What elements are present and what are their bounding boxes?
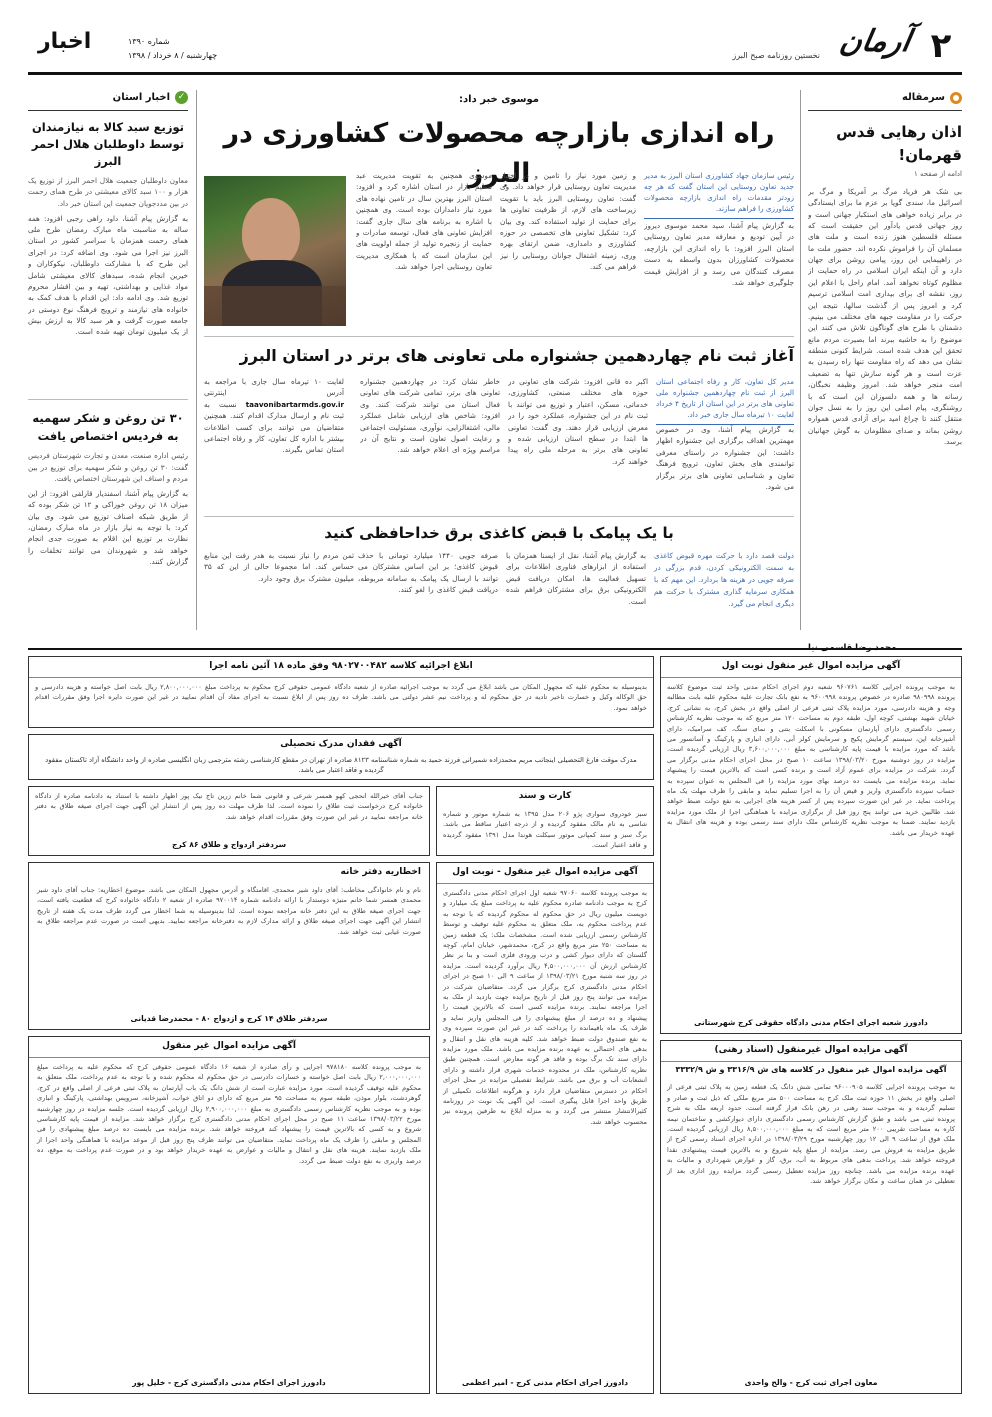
- ad-lost-certificate: [28, 734, 654, 780]
- ad-registry-warning-title: اخطاریه دفتر خانه: [340, 867, 421, 877]
- ad-auction-2-title: آگهی مزایده اموال غیر منقول - نوبت اول: [437, 863, 653, 884]
- main-story: موسوی خبر داد: راه اندازی بازارچه محصولات کشاورزی در البرز رئیس سازمان جهاد کشاورزی استان البرز به مدیر جدید تعاون روستایی این استان گفت که هر چه زودتر مقدمات راه اندازی بازارچه محصولات کشاورزی را فراهم سازند. به گزارش پیام آشنا، سید محمد موسوی دیروز در آیین تودیع و معارفه مدیر تعاون روستایی استان البرز افزود: با راه اندازی این بازارچه، محصولات کشاورزان بدون واسطه به دست مصرف کنندگان می رسد و از افزایش قیمت جلوگیری خواهد شد. و زمین مورد نیاز را تامین و در اختیار مدیریت تعاون روستایی قرار خواهد داد. وی گفت: تعاون روستایی البرز باید با تقویت زیرساخت های لازم، از ظرفیت تعاونی ها برای حمایت از تولید استفاده کند. وی بیان کرد: تشکیل تعاونی های تخصصی در حوزه کشاورزی و دامداری، ضمن ارتقای بهره وری، زمینه اشتغال جوانان روستایی را نیز فراهم می کند. موسوی همچنین به تقویت مدیریت عبد تنظیم بازار در استان اشاره کرد و افزود: استان البرز بهترین سال در تامین نهاده های مورد نیاز دامداران بوده است. وی همچنین با اشاره به برنامه های سال جاری گفت: افزایش تعاونی های فعال، توسعه صادرات و حمایت از زنجیره تولید از جمله اولویت های این سازمان است که با همکاری مدیریت تعاون روستایی اجرا خواهد شد.: [204, 92, 794, 332]
- ad-auction-2-sign: دادورز اجرای احکام مدنی کرج - امیر اعظمی: [461, 1378, 629, 1388]
- issue-date: چهارشنبه / ۸ خرداد / ۱۳۹۸: [128, 51, 218, 60]
- festival-story-lead: مدیر کل تعاون، کار و رفاه اجتماعی استان البرز از ثبت نام چهاردهمین جشنواره ملی تعاونی های برتر در این استان از تاریخ ۴ خرداد لغایت ۱۰ تیرماه سال جاری خبر داد.: [656, 376, 794, 425]
- province-story2-title: ۳۰ تن روغن و شکر سهمیه به فردیس اختصاص یافت: [32, 410, 184, 443]
- column-divider-left: [196, 90, 197, 630]
- page-number: ۲: [930, 26, 952, 66]
- ad-notice: ابلاغ اجرائیه کلاسه ۹۸۰۲۷۰۰۴۸۲ وفق ماده ۱۸ آئین نامه اجرا بدینوسیله به محکوم علیه که مجهول المکان می باشد ابلاغ می گردد به موجب اجرائیه صادره از شعبه دادگاه عمومی حقوقی کرج محکوم به پرداخت مبلغ ۲,۸۰۰,۰۰۰,۰۰۰ ریال بابت اصل خواسته و هزینه دادرسی و حق الوکاله وکیل و خسارت تاخیر تادیه در حق محکوم له و پرداخت نیم عشر دولتی می باشد. ظرف ده روز پس از ابلاغ نسبت به اجرای مفاد آن اقدام نمایید در غیر این صورت دایره اجرا وفق مقررات اقدام خواهد نمود.: [28, 656, 654, 728]
- check-icon: ✓: [175, 91, 188, 104]
- festival-website[interactable]: taavonibartarmds.gov.ir: [245, 399, 344, 409]
- sms-story-title: با یک پیامک با قبض کاغذی برق خداحافظی کنید: [324, 524, 674, 542]
- logo: آرمان: [836, 24, 914, 59]
- ad-cards-docs-title: کارت و سند: [518, 791, 572, 801]
- ad-auction-3-sign: معاون اجرای ثبت کرج - والح واحدی: [744, 1378, 878, 1388]
- ad-cards-docs: کارت و سند سبز خودروی سواری پژو ۲۰۶ مدل ۱۳۹۵ به شماره موتور و شماره شاسی به نام مالک مفقود گردیده و از درجه اعتبار ساقط می باشد. برگ سبز و سند کمپانی موتور سیکلت هوندا مدل ۱۳۹۱ مفقود گردیده و فاقد اعتبار است.: [436, 786, 654, 856]
- ad-auction-4-sign: دادورز اجرای احکام مدنی دادگستری کرج - خلیل پور: [132, 1378, 326, 1388]
- ad-auction-3-subtitle: آگهی مزایده اموال غیر منقول در کلاسه های ش ۳۳۱۶/۹ و ش ۳۳۳۲/۹: [675, 1064, 947, 1074]
- ad-auction-2: آگهی مزایده اموال غیر منقول - نوبت اول به موجب پرونده کلاسه ۹۷۰۶۰ شعبه اول اجرای احکام مدنی دادگستری کرج به موجب دادنامه صادره محکوم علیه به پرداخت مبلغ یک میلیارد و دویست میلیون ریال در حق محکوم له محکوم گردیده که با توجه به عدم پرداخت محکوم به، ملک متعلق به محکوم علیه توقیف و توسط کارشناس رسمی ارزیابی شده است. مشخصات ملک: یک قطعه زمین به مساحت ۲۵۰ متر مربع واقع در کرج، محمدشهر، خیابان امام، کوچه گلستان که دارای دیوار کشی و درب ورودی فلزی است و بنا بر نظر کارشناس ارزش آن ۴,۵۰۰,۰۰۰,۰۰۰ ریال برآورد گردیده است. مزایده در روز سه شنبه مورخ ۱۳۹۸/۰۳/۲۱ از ساعت ۹ الی ۱۰ صبح در اجرای احکام مدنی دادگستری کرج برگزار می گردد. متقاضیان شرکت در مزایده می توانند پنج روز قبل از تاریخ مزایده جهت بازدید از ملک به اجرا مراجعه نمایند. برنده مزایده کسی است که بالاترین قیمت را پیشنهاد و ده درصد از مبلغ پیشنهادی را فی المجلس واریز نماید و ظرف یک ماه باقیمانده را پرداخت کند در غیر این صورت سپرده وی به نفع صندوق دولت ضبط خواهد شد. کلیه هزینه های نقل و انتقال و بدهی های احتمالی به عهده برنده مزایده می باشد. ملک مورد مزایده دارای سند تک برگ بوده و فاقد هر گونه معارض است. همچنین طبق نظریه کارشناس، ملک در محدوده خدمات شهری قرار داشته و دارای انشعابات آب و برق می باشد. شرایط تفصیلی مزایده در محل اجرای احکام در دسترس متقاضیان قرار دارد و هرگونه اطلاعات تکمیلی از طریق واحد اجرا قابل پیگیری است. این آگهی یک نوبت در روزنامه کثیرالانتشار منتشر می گردد و به منزله ابلاغ به طرفین پرونده نیز محسوب خواهد شد. دادورز اجرای احکام مدنی کرج - امیر اعظمی: [436, 862, 654, 1394]
- festival-story-title: آغاز ثبت نام چهاردهمین جشنواره ملی تعاونی های برتر در استان البرز: [239, 346, 794, 365]
- ad-registry-warning: اخطاریه دفتر خانه نام و نام خانوادگی مخاطب: آقای داود شیر محمدی. اقامتگاه و آدرس مجهول المکان می باشد. موضوع اخطاریه: جناب آقای داود شیر محمدی همسر شما خانم منیژه دوستدار با ارائه دادنامه شماره ۹۷۰۰۱۴ صادره از شعبه ۲ دادگاه خانواده کرج که قطعیت یافته است، جهت اجرای صیغه طلاق به این دفتر خانه مراجعه نموده است. لذا بدینوسیله به شما اخطار می گردد ظرف مدت یک هفته از تاریخ انتشار این آگهی جهت اجرای صیغه طلاق و ارائه مدارک لازم به دفترخانه مراجعه نمایید. بدیهی است در صورت عدم مراجعه طلاق به صورت غیابی ثبت خواهد شد. سردفتر طلاق ۱۴ کرج و ازدواج ۸۰ - محمدرضا قدیانی: [28, 862, 430, 1030]
- ad-lost-certificate-body: مدرک موقت فارغ التحصیلی اینجانب مریم محمدزاده شمیرانی فرزند حمید به شماره شناسنامه ۸۱۲۳ صادره از تهران در مقطع کارشناسی رشته مترجمی زبان انگلیسی صادره از واحد دانشگاه آزاد تاکستان مفقود گردیده و فاقد اعتبار می باشد.: [45, 755, 637, 775]
- ad-lost-certificate-title: آگهی فقدان مدرک تحصیلی: [280, 739, 402, 749]
- province-label: اخبار استان: [112, 92, 170, 103]
- ad-marriage-registry-sign: سردفتر ازدواج و طلاق ۸۶ کرج: [171, 840, 287, 850]
- province-story1-lead: معاون داوطلبان جمعیت هلال احمر البرز از توزیع یک هزار و ۱۰۰ سبد کالای معیشتی در طرح همای رحمت در بین مددجویان جمعیت این استان خبر داد.: [28, 176, 188, 208]
- ad-auction-1-title: آگهی مزایده اموال غیر منقول نوبت اول: [661, 657, 961, 678]
- ad-auction-3-title: آگهی مزایده اموال غیرمنقول (اسناد رهنی): [661, 1041, 961, 1062]
- issue-number: شماره ۱۳۹۰: [128, 37, 170, 46]
- editorial-body: بی شک هر فریاد مرگ بر آمریکا و مرگ بر اسرائیل ما، سندی گویا بر عزم ما برای ایستادگی در برابر زیاده خواهی های استکبار جهانی است و روز جهانی قدس یادآور این حقیقت است که مسئله فلسطین هنوز زنده است و ملت های مسلمان آن را فراموش نکرده اند. حضور ملت ما در راهپیمایی این روز، پیامی روشن برای جهان دارد و آن اینکه ایران اسلامی در راه حمایت از مظلوم کوتاه نخواهد آمد. امام راحل با اعلام این روز، نقشه ای برای بیداری امت اسلامی ترسیم کرد و امروز پس از گذشت سالها، نتیجه این حرکت را در مقاومت جبهه های مختلف می بینیم. دشمنان با طرح های گوناگون تلاش می کنند این موضوع را به حاشیه ببرند اما بصیرت مردم مانع تحقق این هدف شده است. شرایط کنونی منطقه نشان می دهد که راه مقاومت تنها راه رسیدن به عزت است و هر گونه سازش تنها به تضعیف امت منجر خواهد شد. امروز وظیفه نخبگان، رسانه ها و همه دلسوزان این است که با روشنگری، پیام اصلی این روز را به نسل جوان منتقل کنند تا چراغ امید برای آزادی قدس همواره روشن بماند و صدای مظلومان به گوش جهانیان برسد.: [808, 186, 962, 447]
- ad-auction-3: آگهی مزایده اموال غیرمنقول (اسناد رهنی) آگهی مزایده اموال غیر منقول در کلاسه های ش ۳۳۱۶/۹ و ش ۳۳۳۲/۹ به موجب پرونده اجرایی کلاسه ۹۶۰۰۰۹۰۵ تمامی شش دانگ یک قطعه زمین به پلاک ثبتی فرعی از اصلی واقع در بخش ۱۱ حوزه ثبت ملک کرج به مساحت ۵۰۰ متر مربع ملکی که ذیل ثبت و صادر و تسلیم گردیده و به موجب سند رهنی در رهن بانک قرار گرفته است. حدود اربعه ملک به شرح پرونده ثبتی می باشد و طبق گزارش کارشناس رسمی دادگستری دارای دیوارکشی و ساختمان نیمه کاره به مساحت تقریبی ۲۰۰ متر مربع است که به مبلغ ۸,۵۰۰,۰۰۰,۰۰۰ ریال ارزیابی گردیده است. ملک فوق از ساعت ۹ الی ۱۲ روز چهارشنبه مورخ ۱۳۹۸/۰۳/۲۹ در اداره اجرای اسناد رسمی کرج از طریق مزایده به فروش می رسد. مزایده از مبلغ پایه شروع و به بالاترین قیمت پیشنهادی نقدا فروخته خواهد شد. پرداخت بدهی های مربوط به آب، برق، گاز و عوارض شهرداری و مالیات به عهده برنده مزایده می باشد. چنانچه روز مزایده تعطیل رسمی گردد مزایده روز اداری بعد از تعطیلی در همان ساعت و مکان برگزار خواهد شد. معاون اجرای ثبت کرج - والح واحدی: [660, 1040, 962, 1394]
- ads-separator: [28, 648, 962, 650]
- main-story-title: راه اندازی بازارچه محصولات کشاورزی در البرز: [223, 117, 775, 189]
- editorial-label: سرمقاله: [901, 92, 945, 103]
- editorial-icon: [950, 92, 962, 104]
- ad-registry-warning-sign: سردفتر طلاق ۱۴ کرج و ازدواج ۸۰ - محمدرضا قدیانی: [130, 1014, 328, 1024]
- masthead-rule: [28, 72, 962, 75]
- province-column: ✓ اخبار استان توزیع سبد کالا به نیازمندان توسط داوطلبان هلال احمر البرز معاون داوطلبان جمعیت هلال احمر البرز از توزیع یک هزار و ۱۰۰ سبد کالای معیشتی در طرح همای رحمت در بین مددجویان جمعیت این استان خبر داد. به گزارش پیام آشنا، داود راهی رجبی افزود: همه ساله به مناسبت ماه مبارک رمضان طرح ملی همای رحمت همزمان با سراسر کشور در استان البرز نیز اجرا می شود. وی اضافه کرد: در اجرای این طرح که با مشارکت داوطلبان، نیکوکاران و خیرین انجام شده، سبدهای کالای معیشتی شامل مواد غذایی و بهداشتی، تهیه و بین اقشار محروم توزیع شد. وی ادامه داد: این اقدام با هدف کمک به خانواده های نیازمند و ترویج فرهنگ نوع دوستی در جامعه صورت گرفت و هر سبد کالا به ارزش بیش از یک میلیون تومان تهیه شده است. ۳۰ تن روغن و شکر سهمیه به فردیس اختصاص یافت رئیس اداره صنعت، معدن و تجارت شهرستان فردیس گفت: ۳۰ تن روغن و شکر سهمیه برای توزیع در بین مردم و اصناف این شهرستان اختصاص یافت. به گزارش پیام آشنا، اسفندیار قارلقی افزود: از این میزان ۱۸ تن روغن خوراکی و ۱۲ تن شکر بوده که از طریق شبکه اصناف توزیع می شود. وی بیان کرد: با توجه به نیاز بازار در ماه مبارک رمضان، نظارت بر توزیع این اقلام به صورت جدی انجام خواهد شد و شهروندان می توانند تخلفات را گزارش کنند.: [28, 92, 188, 567]
- editorial-column: [808, 90, 962, 630]
- column-divider-right: [800, 90, 801, 630]
- ad-marriage-registry: جناب آقای خیرالله انحجی کهو همسر شرعی و قانونی شما خانم زرین تاج نیک پور اظهار داشته با استناد به دادنامه صادره از دادگاه خانواده کرج درخواست ثبت طلاق را نموده است. لذا ظرف مهلت ده روز پس از انتشار این آگهی جهت اجرای صیغه طلاق به دفتر خانه مراجعه نمایید در غیر این صورت وفق مقررات اقدام خواهد شد. سردفتر ازدواج و طلاق ۸۶ کرج: [28, 786, 430, 856]
- ad-auction-1: آگهی مزایده اموال غیر منقول نوبت اول به موجب پرونده اجرایی کلاسه ۹۶۰۷۶۱ شعبه دوم اجرای احکام مدنی واحد ثبت موضوع کلاسه پرونده ۹۸۰۹۹۸ صادره در خصوص پرونده ۹۶۰۰۹۹۸ به نفع بانک تجارت علیه محکوم علیه بابت مطالبه وجه و هزینه دادرسی، مورد مزایده پلاک ثبتی فرعی از اصلی واقع در بخش کرج، به نشانی کرج، خیابان شهید بهشتی، کوچه اول، طبقه دوم به مساحت ۱۲۰ متر مربع که به موجب نظریه کارشناس رسمی دادگستری دارای آپارتمان مسکونی با اسکلت بتنی و نمای سنگ، کف سرامیک، دارای آشپزخانه اپن، سیستم گرمایش پکیج و سرمایش کولر آبی، دارای انباری و پارکینگ و آسانسور می باشد که مورد مزایده با قیمت پایه کارشناسی به مبلغ ۳,۶۰۰,۰۰۰,۰۰۰ ریال ارزیابی گردیده است. مزایده در روز دوشنبه مورخ ۱۳۹۸/۰۳/۲۰ ساعت ۱۰ صبح در محل اجرای احکام مدنی برگزار می گردد. شرکت در مزایده برای عموم آزاد است و برنده کسی است که بالاترین قیمت را پیشنهاد نماید. برنده مزایده می بایست ده درصد بهای مورد مزایده را فی المجلس به عنوان سپرده به حساب سپرده دادگستری واریز و قیض آن را به اجرا تسلیم نماید و مابقی را ظرف مهلت یک ماه پرداخت نماید. در غیر این صورت سپرده پس از کسر هزینه های اجرایی به نفع دولت ضبط خواهد شد. طالبین خرید می توانند پنج روز قبل از برگزاری مزایده با هماهنگی اجرا از ملک مورد مزایده بازدید نمایند. ضمنا به موجب نظریه کارشناس ملک دارای سند رسمی بوده و هزینه های انتقال به عهده خریدار می باشد. دادورز شعبه اجرای احکام مدنی دادگاه حقوقی کرج شهرستانی: [660, 656, 962, 1034]
- main-story-kicker: موسوی خبر داد:: [459, 94, 539, 105]
- editorial-continuation: ادامه از صفحه ۱: [913, 170, 962, 178]
- ad-auction-4: آگهی مزایده اموال غیر منقول به موجب پرونده کلاسه ۹۷۸۱۸۰ اجرایی و رأی صادره از شعبه ۱۶ دادگاه عمومی حقوقی کرج که محکوم علیه به پرداخت مبلغ ۲,۰۰۰,۰۰۰,۰۰۰ ریال بابت اصل خواسته و خسارات دادرسی در حق محکوم له محکوم شده و با توجه به عدم پرداخت، ملک متعلق به محکوم علیه توقیف گردیده است. مورد مزایده عبارت است از شش دانگ یک باب آپارتمان به پلاک ثبتی فرعی از اصلی واقع در کرج، گوهردشت، بلوار موذن، طبقه سوم به مساحت ۹۵ متر مربع که دارای دو اتاق خواب، آشپزخانه، سرویس بهداشتی، پارکینگ و انباری بوده و به موجب نظریه کارشناس رسمی دادگستری به مبلغ ۲,۹۰۰,۰۰۰,۰۰۰ ریال ارزیابی گردیده است. جلسه مزایده در روز چهارشنبه مورخ ۱۳۹۸/۰۳/۲۲ ساعت ۱۱ صبح در محل اجرای احکام مدنی دادگستری کرج برگزار خواهد شد. مزایده از قیمت پایه کارشناسی شروع و به کسی که بالاترین قیمت را پیشنهاد کند فروخته خواهد شد. برنده مزایده می بایست ده درصد مبلغ پیشنهادی را فی المجلس و مابقی را ظرف یک ماه پرداخت نماید. متقاضیان می توانند ظرف پنج روز قبل از موعد مزایده با هماهنگی واحد اجرا از ملک بازدید نمایند. هزینه های نقل و انتقال و مالیات و عوارض به عهده خریدار خواهد بود و در صورت عدم پرداخت به موقع، ده درصد واریزی به نفع دولت ضبط می گردد. دادورز اجرای احکام مدنی دادگستری کرج - خلیل پور: [28, 1036, 430, 1394]
- province-story1-title: توزیع سبد کالا به نیازمندان توسط داوطلبان هلال احمر البرز: [31, 119, 185, 168]
- tagline: نخستین روزنامه صبح البرز: [732, 51, 820, 60]
- festival-story: آغاز ثبت نام چهاردهمین جشنواره ملی تعاونی های برتر در استان البرز مدیر کل تعاون، کار و رفاه اجتماعی استان البرز از ثبت نام چهاردهمین جشنواره ملی تعاونی های برتر در این استان از تاریخ ۴ خرداد لغایت ۱۰ تیرماه سال جاری خبر داد. به گزارش پیام آشنا، وی در خصوص مهمترین اهداف برگزاری این جشنواره اظهار داشت: این جشنواره در راستای معرفی توانمندی های بخش تعاون، ترویج فرهنگ تعاون و شناسایی تعاونی های برتر برگزار می شود. اکبر ده قانی افزود: شرکت های تعاونی در حوزه های مختلف صنعتی، کشاورزی، خدماتی، مسکن، اعتبار و توزیع می توانند با ثبت نام در این جشنواره، عملکرد خود را در معرض ارزیابی قرار دهند. وی گفت: تعاونی ها ابتدا در سطح استان ارزیابی شده و تعاونی های برتر به مرحله ملی راه پیدا خواهند کرد. خاطر نشان کرد: در چهاردهمین جشنواره تعاونی های برتر، تمامی شرکت های تعاونی فعال استان می توانند شرکت کنند. وی افزود: شاخص های ارزیابی شامل عملکرد مالی، اشتغالزایی، نوآوری، مسئولیت اجتماعی و رعایت اصول تعاون است و نتایج آن در مراسم ویژه ای اعلام خواهد شد. لغایت ۱۰ تیرماه سال جاری با مراجعه به آدرس اینترنتی taavonibartarmds.gov.ir نسبت به ثبت نام و ارسال مدارک اقدام کنند. همچنین متقاضیان می توانند برای کسب اطلاعات بیشتر با اداره کل تعاون، کار و رفاه اجتماعی استان تماس بگیرند.: [204, 346, 794, 491]
- masthead: [28, 22, 962, 72]
- ad-notice-title: ابلاغ اجرائیه کلاسه ۹۸۰۲۷۰۰۴۸۲ وفق ماده ۱۸ آئین نامه اجرا: [29, 657, 653, 678]
- province-story2-lead: رئیس اداره صنعت، معدن و تجارت شهرستان فردیس گفت: ۳۰ تن روغن و شکر سهمیه برای توزیع در بین مردم و اصناف این شهرستان اختصاص یافت.: [28, 451, 188, 483]
- main-story-photo: [204, 176, 346, 326]
- main-story-lead: رئیس سازمان جهاد کشاورزی استان البرز به مدیر جدید تعاون روستایی این استان گفت که هر چه زودتر مقدمات راه اندازی بازارچه محصولات کشاورزی را فراهم سازند.: [644, 170, 794, 219]
- ad-auction-4-title: آگهی مزایده اموال غیر منقول: [29, 1037, 429, 1058]
- editorial-title: اذان رهایی قدس قهرمان!: [836, 122, 962, 164]
- sms-story: با یک پیامک با قبض کاغذی برق خداحافظی کنید دولت قصد دارد با حرکت مهره قبوض کاغذی به سمت الکترونیکی کردن، قدم بزرگی در صرفه جویی در هزینه ها بردارد. این مهم که با همکاری سرمایه گذاری مشترک با حرکت هم دیگری انجام می گیرد. به گزارش پیام آشنا، نقل از ایسنا همزمان با استفاده از ابزارهای فناوری اطلاعات برای تسهیل فعالیت ها، امکان دریافت قبض الکترونیکی برق برای مشترکان فراهم شده است. صرفه جویی ۱۴۴۰ میلیارد تومانی با حذف قبوض کاغذی؛ بر این اساس مشترکان می توانند با ارسال یک پیامک به سامانه مربوطه، دریافت قبض کاغذی را لغو کنند. ثمن مردم را نیاز نسبت به هدر رفت این منابع حساس کند. اما مجموعا حالی از این که ۳۵ میلیون مشترک برق وجود دارد.: [204, 524, 794, 608]
- section-title: اخبار: [38, 29, 92, 54]
- sms-story-lead: دولت قصد دارد با حرکت مهره قبوض کاغذی به سمت الکترونیکی کردن، قدم بزرگی در صرفه جویی در هزینه ها بردارد. این مهم که با همکاری سرمایه گذاری مشترک با حرکت هم دیگری انجام می گیرد.: [654, 551, 794, 608]
- ad-auction-1-sign: دادورز شعبه اجرای احکام مدنی دادگاه حقوقی کرج شهرستانی: [694, 1018, 928, 1028]
